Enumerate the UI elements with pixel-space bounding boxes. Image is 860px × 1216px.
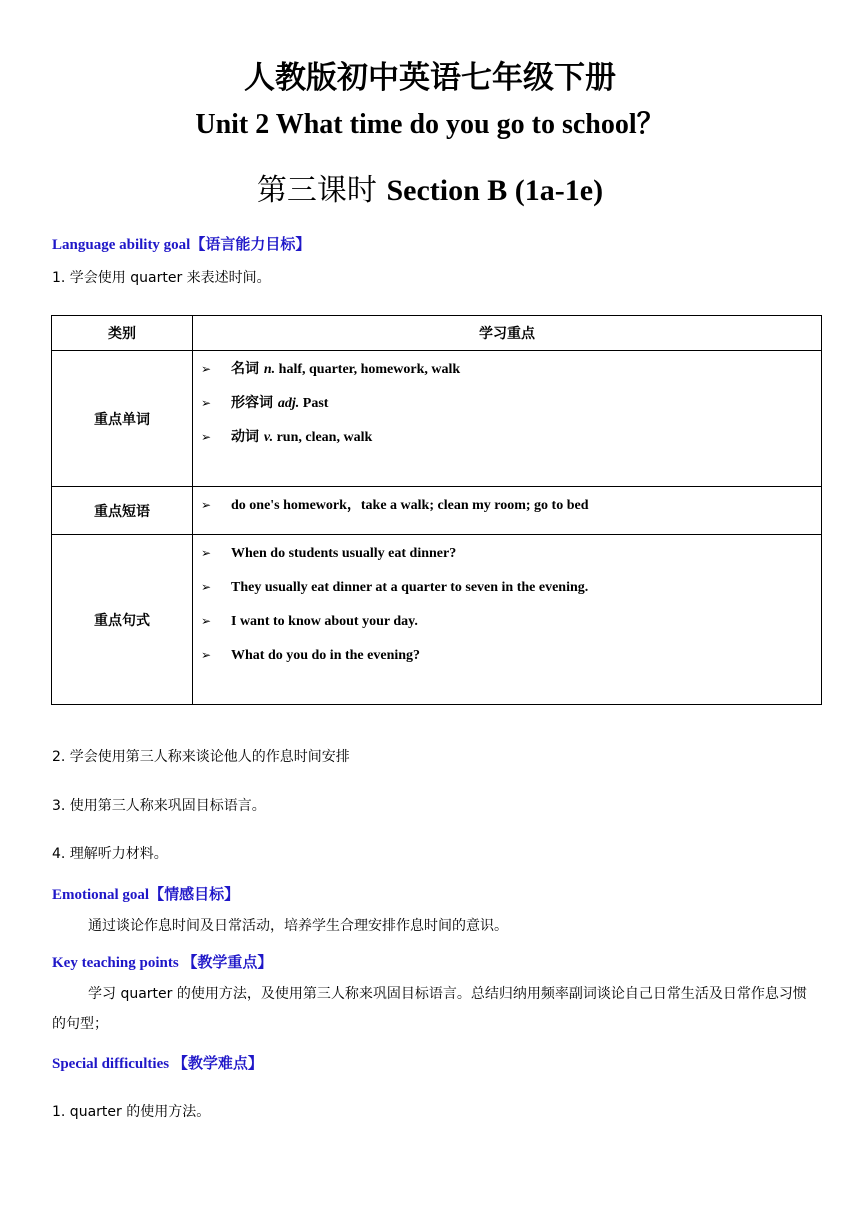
list-item: ➢ 形容词 adj. Past [201,395,329,411]
key-points-table [51,315,822,705]
row-content-words [193,351,822,487]
arrow-bullet-icon: ➢ [201,498,212,512]
lesson-title-cn: 第三课时 [256,173,377,208]
language-goal-item-3: 3. 使用第三人称来巩固目标语言。 [52,798,266,814]
lesson-title-en: Section B (1a-1e) [386,174,604,207]
key-points-heading: Key teaching points 【教学重点】 [52,955,273,971]
row-label-sentences: 重点句式 [52,535,193,705]
language-goal-heading: Language ability goal【语言能力目标】 [52,237,311,253]
row-content-sentences [193,535,822,705]
language-goal-item-4: 4. 理解听力材料。 [52,846,168,862]
list-item: ➢ 名词 n. half, quarter, homework, walk [201,361,461,377]
arrow-bullet-icon: ➢ [201,648,212,662]
list-item: ➢ do one's homework，take a walk; clean my room; go to bed [201,495,821,529]
arrow-bullet-icon: ➢ [201,580,212,594]
list-item: ➢ 动词 v. run, clean, walk [201,429,373,445]
list-item: ➢ What do you do in the evening? [201,645,821,679]
emotional-goal-heading: Emotional goal【情感目标】 [52,887,240,903]
table-header-category: 类别 [52,316,193,351]
language-goal-item-1: 1. 学会使用 quarter 来表述时间。 [52,270,271,286]
page-title: 人教版初中英语七年级下册 [244,60,616,96]
key-points-text: 学习 quarter 的使用方法，及使用第三人称来巩固目标语言。总结归纳用频率副词谈论自己日常生活及日常作息习惯的句型； [52,986,807,1032]
unit-title: Unit 2 What time do you go to school？ [195,109,665,140]
list-item: ➢ They usually eat dinner at a quarter to seven in the evening. [201,577,821,611]
row-label-phrases: 重点短语 [52,487,193,535]
arrow-bullet-icon: ➢ [201,546,212,560]
list-item: ➢ I want to know about your day. [201,611,821,645]
language-goal-item-2: 2. 学会使用第三人称来谈论他人的作息时间安排 [52,749,350,765]
difficulties-item-1: 1. quarter 的使用方法。 [52,1104,211,1120]
list-item: ➢ When do students usually eat dinner? [201,543,821,577]
emotional-goal-text: 通过谈论作息时间及日常活动，培养学生合理安排作息时间的意识。 [88,918,508,934]
lesson-title [0,165,860,209]
table-header-focus: 学习重点 [193,316,822,351]
difficulties-heading: Special difficulties 【教学难点】 [52,1056,263,1072]
row-content-phrases [193,487,822,535]
arrow-bullet-icon: ➢ [201,396,212,410]
row-label-words: 重点单词 [52,351,193,487]
arrow-bullet-icon: ➢ [201,362,212,376]
arrow-bullet-icon: ➢ [201,430,212,444]
arrow-bullet-icon: ➢ [201,614,212,628]
